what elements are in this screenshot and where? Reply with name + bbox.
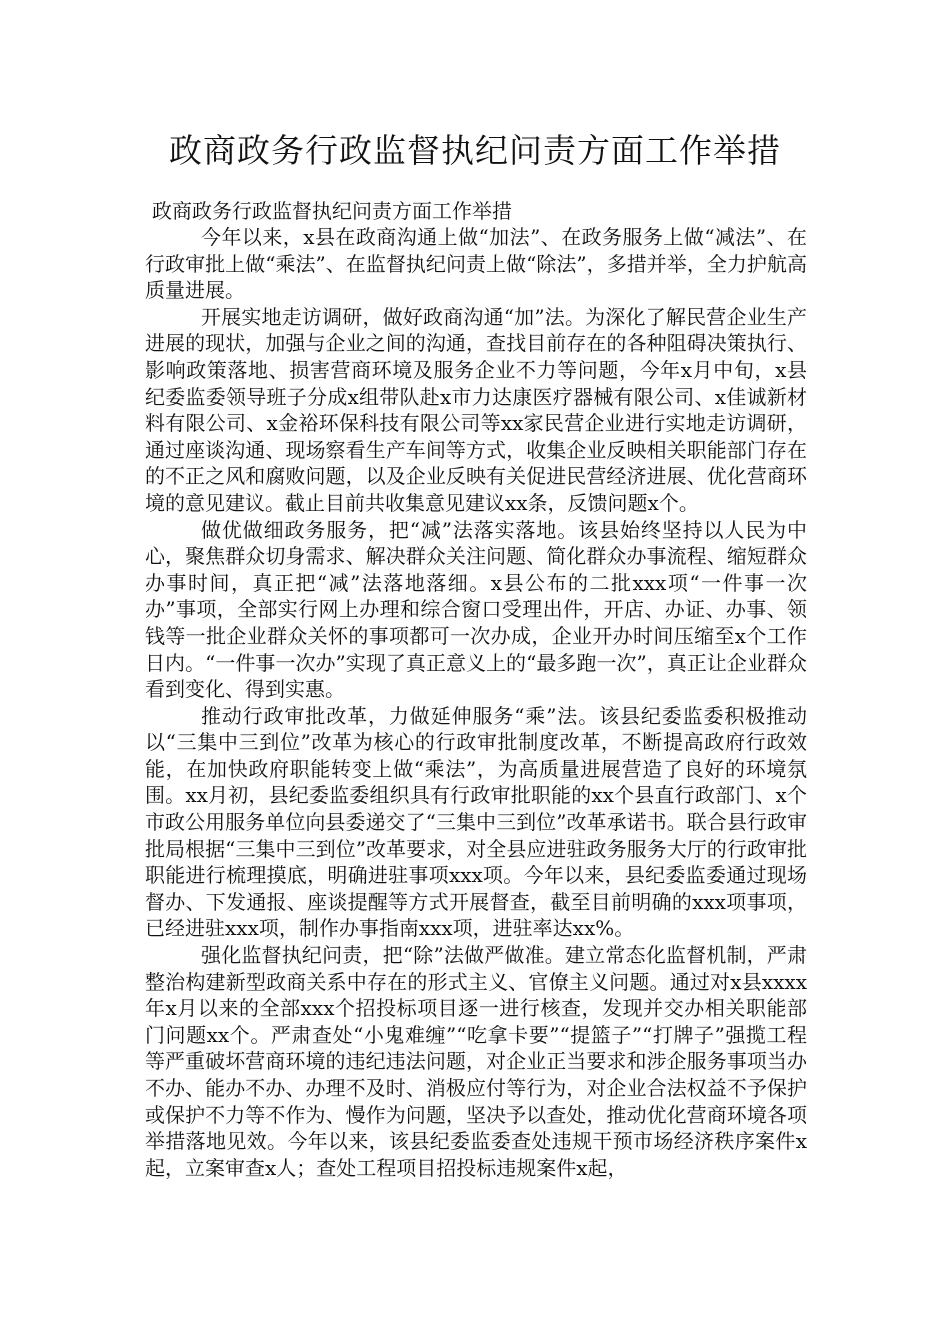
paragraph-addition: 开展实地走访调研，做好政商沟通“加”法。为深化了解民营企业生产进展的现状，加强与企业之间的沟通，查找目前存在的各种阻碍决策执行、影响政策落地、损害营商环境及服务企业不力等问题，今年x月中旬，x县纪委监委领导班子分成x组带队赴x市力达康医疗器械有限公司、x佳诚新材料有限公司、x金裕环保科技有限公司等xx家民营企业进行实地走访调研，通过座谈沟通、现场察看生产车间等方式，收集企业反映相关职能部门存在的不正之风和腐败问题，以及企业反映有关促进民营经济进展、优化营商环境的意见建议。截止目前共收集意见建议xx条，反馈问题x个。 <box>145 304 807 515</box>
paragraph-multiplication: 推动行政审批改革，力做延伸服务“乘”法。该县纪委监委积极推动以“三集中三到位”改革为核心的行政审批制度改革，不断提高政府行政效能，在加快政府职能转变上做“乘法”，为高质量进展营造了良好的环境氛围。xx月初，县纪委监委组织具有行政审批职能的xx个县直行政部门、x个市政公用服务单位向县委递交了“三集中三到位”改革承诺书。联合县行政审批局根据“三集中三到位”改革要求，对全县应进驻政务服务大厅的行政审批职能进行梳理摸底，明确进驻事项xxx项。今年以来，县纪委监委通过现场督办、下发通报、座谈提醒等方式开展督查，截至目前明确的xxx项事项，已经进驻xxx项，制作办事指南xxx项，进驻率达xx%。 <box>145 703 807 941</box>
document-subtitle: 政商政务行政监督执纪问责方面工作举措 <box>152 199 512 223</box>
paragraph-intro: 今年以来，x县在政商沟通上做“加法”、在政务服务上做“减法”、在行政审批上做“乘法”、在监督执纪问责上做“除法”，多措并举，全力护航高质量进展。 <box>145 225 807 303</box>
document-title: 政商政务行政监督执纪问责方面工作举措 <box>169 131 781 170</box>
paragraph-subtraction: 做优做细政务服务，把“减”法落实落地。该县始终坚持以人民为中心，聚焦群众切身需求、解决群众关注问题、简化群众办事流程、缩短群众办事时间，真正把“减”法落地落细。x县公布的二批xxx项“一件事一次办”事项，全部实行网上办理和综合窗口受理出件，开店、办证、办事、领钱等一批企业群众关怀的事项都可一次办成，企业开办时间压缩至x个工作日内。“一件事一次办”实现了真正意义上的“最多跑一次”，真正让企业群众看到变化、得到实惠。 <box>145 517 807 702</box>
document-body <box>145 198 807 1181</box>
paragraph-division: 强化监督执纪问责，把“除”法做严做准。建立常态化监督机制，严肃整治构建新型政商关系中存在的形式主义、官僚主义问题。通过对x县xxxx年x月以来的全部xxx个招投标项目逐一进行核查，发现并交办相关职能部门问题xx个。严肃查处“小鬼难缠”“吃拿卡要”“提篮子”“打牌子”强揽工程等严重破坏营商环境的违纪违法问题，对企业正当要求和涉企服务事项当办不办、能办不办、办理不及时、消极应付等行为，对企业合法权益不予保护或保护不力等不作为、慢作为问题，坚决予以查处，推动优化营商环境各项举措落地见效。今年以来，该县纪委监委查处违规干预市场经济秩序案件x起，立案审查x人；查处工程项目招投标违规案件x起， <box>145 943 807 1180</box>
